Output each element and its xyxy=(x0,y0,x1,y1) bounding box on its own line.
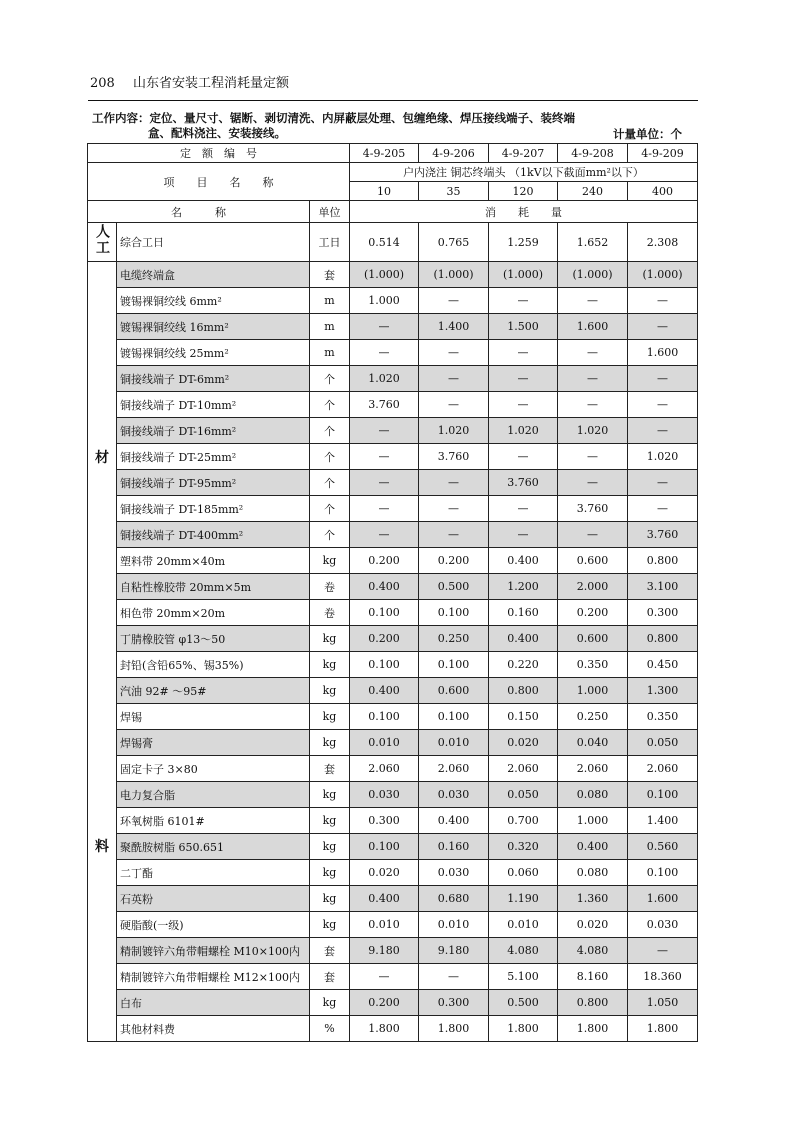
material-value: 0.150 xyxy=(489,704,558,730)
material-value: 1.800 xyxy=(558,1016,628,1042)
material-value: 0.080 xyxy=(558,782,628,808)
material-value: 0.350 xyxy=(558,652,628,678)
material-value: 2.060 xyxy=(489,756,558,782)
material-value: — xyxy=(489,340,558,366)
measurement-unit: 计量单位：个 xyxy=(613,127,682,141)
quota-number-label: 定 额 编 号 xyxy=(88,144,350,163)
labor-value: 1.259 xyxy=(489,223,558,262)
material-value: 1.600 xyxy=(628,340,698,366)
material-value: — xyxy=(419,496,489,522)
material-value: 1.000 xyxy=(558,678,628,704)
labor-row xyxy=(88,223,698,262)
labor-unit: 工日 xyxy=(310,223,350,262)
material-value: 3.760 xyxy=(350,392,419,418)
material-name: 电力复合脂 xyxy=(117,782,310,808)
material-value: 1.400 xyxy=(628,808,698,834)
labor-value: 0.514 xyxy=(350,223,419,262)
material-row xyxy=(88,938,698,964)
material-value: 0.300 xyxy=(628,600,698,626)
material-value: 1.500 xyxy=(489,314,558,340)
material-value: 1.000 xyxy=(558,808,628,834)
material-value: 2.000 xyxy=(558,574,628,600)
material-value: — xyxy=(350,496,419,522)
material-value: 0.200 xyxy=(558,600,628,626)
material-value: — xyxy=(558,340,628,366)
material-value: 0.100 xyxy=(350,704,419,730)
material-row xyxy=(88,496,698,522)
material-value: 0.200 xyxy=(350,990,419,1016)
material-unit: 卷 xyxy=(310,600,350,626)
material-value: 1.600 xyxy=(628,886,698,912)
material-value: 0.800 xyxy=(628,626,698,652)
material-row xyxy=(88,886,698,912)
material-value: 0.080 xyxy=(558,860,628,886)
material-name: 丁腈橡胶管 φ13～50 xyxy=(117,626,310,652)
group-title: 户内浇注 铜芯终端头 （1kV以下截面mm²以下） xyxy=(350,163,698,182)
item-name-label: 项 目 名 称 xyxy=(88,163,350,201)
material-row xyxy=(88,340,698,366)
material-value: 1.300 xyxy=(628,678,698,704)
material-value: 0.160 xyxy=(489,600,558,626)
page-header xyxy=(90,72,289,91)
material-value: — xyxy=(489,288,558,314)
material-unit: kg xyxy=(310,990,350,1016)
material-value: 0.060 xyxy=(489,860,558,886)
work-content-line2: 盒、配料浇注、安装接线。 xyxy=(148,126,286,140)
material-row xyxy=(88,288,698,314)
material-value: 0.020 xyxy=(558,912,628,938)
group-title-row xyxy=(88,163,698,182)
material-value: — xyxy=(419,470,489,496)
material-value: — xyxy=(628,418,698,444)
labor-name: 综合工日 xyxy=(117,223,310,262)
material-value: — xyxy=(350,340,419,366)
material-value: 0.500 xyxy=(419,574,489,600)
material-unit: 套 xyxy=(310,938,350,964)
material-value: 0.400 xyxy=(419,808,489,834)
material-value: — xyxy=(489,444,558,470)
material-value: — xyxy=(419,392,489,418)
material-value: 2.060 xyxy=(558,756,628,782)
material-row xyxy=(88,652,698,678)
material-row xyxy=(88,782,698,808)
material-value: 0.200 xyxy=(419,548,489,574)
material-row xyxy=(88,860,698,886)
material-value: — xyxy=(419,522,489,548)
material-value: 5.100 xyxy=(489,964,558,990)
material-value: 0.220 xyxy=(489,652,558,678)
material-value: 0.800 xyxy=(628,548,698,574)
material-unit: kg xyxy=(310,626,350,652)
work-content-line1: 工作内容：定位、量尺寸、锯断、剥切清洗、内屏蔽层处理、包缠绝缘、焊压接线端子、装终端 xyxy=(92,111,575,125)
material-value: 3.760 xyxy=(628,522,698,548)
material-value: 0.800 xyxy=(489,678,558,704)
material-value: — xyxy=(350,470,419,496)
material-value: 0.500 xyxy=(489,990,558,1016)
material-value: 0.020 xyxy=(350,860,419,886)
material-value: 0.200 xyxy=(350,626,419,652)
material-name: 聚酰胺树脂 650.651 xyxy=(117,834,310,860)
material-value: — xyxy=(350,964,419,990)
unit-column-header: 单位 xyxy=(310,201,350,223)
material-unit: kg xyxy=(310,548,350,574)
material-value: — xyxy=(489,522,558,548)
material-value: 0.400 xyxy=(558,834,628,860)
materials-category xyxy=(88,262,117,1042)
material-row xyxy=(88,262,698,288)
material-row xyxy=(88,730,698,756)
material-value: 0.010 xyxy=(350,730,419,756)
material-unit: 个 xyxy=(310,444,350,470)
material-row xyxy=(88,626,698,652)
material-value: 0.160 xyxy=(419,834,489,860)
material-value: 0.100 xyxy=(350,652,419,678)
material-value: — xyxy=(558,444,628,470)
material-name: 塑料带 20mm×40m xyxy=(117,548,310,574)
book-title: 山东省安装工程消耗量定额 xyxy=(132,76,289,91)
material-value: 4.080 xyxy=(489,938,558,964)
material-value: — xyxy=(628,314,698,340)
consumption-table xyxy=(87,143,698,1042)
materials-category-bottom: 料 xyxy=(95,839,109,856)
material-value: 0.100 xyxy=(628,860,698,886)
quota-number-row xyxy=(88,144,698,163)
size-value: 10 xyxy=(350,182,419,201)
material-value: 1.360 xyxy=(558,886,628,912)
material-value: — xyxy=(558,392,628,418)
material-unit: kg xyxy=(310,860,350,886)
material-row xyxy=(88,574,698,600)
material-value: 0.030 xyxy=(419,782,489,808)
material-value: 0.400 xyxy=(489,548,558,574)
material-value: — xyxy=(558,522,628,548)
quota-code: 4-9-207 xyxy=(489,144,558,163)
material-unit: kg xyxy=(310,730,350,756)
material-name: 二丁酯 xyxy=(117,860,310,886)
consumption-column-header: 消 耗 量 xyxy=(350,201,698,223)
material-unit: kg xyxy=(310,782,350,808)
material-value: — xyxy=(628,288,698,314)
material-value: — xyxy=(350,418,419,444)
page-number: 208 xyxy=(90,76,115,91)
material-value: (1.000) xyxy=(628,262,698,288)
material-row xyxy=(88,548,698,574)
material-name: 镀锡裸铜绞线 25mm² xyxy=(117,340,310,366)
material-value: 1.400 xyxy=(419,314,489,340)
material-value: 9.180 xyxy=(419,938,489,964)
material-value: 0.030 xyxy=(419,860,489,886)
material-name: 铜接线端子 DT-16mm² xyxy=(117,418,310,444)
material-value: — xyxy=(558,288,628,314)
material-unit: 个 xyxy=(310,418,350,444)
material-value: 3.760 xyxy=(558,496,628,522)
material-row xyxy=(88,522,698,548)
material-value: 0.100 xyxy=(628,782,698,808)
material-name: 铜接线端子 DT-95mm² xyxy=(117,470,310,496)
material-value: — xyxy=(628,496,698,522)
material-value: 0.050 xyxy=(628,730,698,756)
material-unit: m xyxy=(310,340,350,366)
material-value: 2.060 xyxy=(350,756,419,782)
material-value: — xyxy=(419,964,489,990)
material-name: 焊锡 xyxy=(117,704,310,730)
material-value: — xyxy=(628,470,698,496)
material-value: 8.160 xyxy=(558,964,628,990)
material-value: 0.030 xyxy=(350,782,419,808)
material-row xyxy=(88,314,698,340)
material-name: 汽油 92# ～95# xyxy=(117,678,310,704)
material-value: 9.180 xyxy=(350,938,419,964)
material-name: 环氧树脂 6101# xyxy=(117,808,310,834)
material-value: 0.300 xyxy=(419,990,489,1016)
material-value: 0.250 xyxy=(419,626,489,652)
header-rule xyxy=(88,100,698,101)
material-value: 3.760 xyxy=(419,444,489,470)
material-name: 焊锡膏 xyxy=(117,730,310,756)
material-value: 0.100 xyxy=(419,652,489,678)
material-unit: 个 xyxy=(310,470,350,496)
material-unit: m xyxy=(310,314,350,340)
materials-category-top: 材 xyxy=(95,449,109,466)
material-value: — xyxy=(419,288,489,314)
column-header-row xyxy=(88,201,698,223)
material-value: (1.000) xyxy=(350,262,419,288)
material-value: 0.600 xyxy=(558,548,628,574)
material-name: 铜接线端子 DT-185mm² xyxy=(117,496,310,522)
material-name: 铜接线端子 DT-400mm² xyxy=(117,522,310,548)
material-name: 精制镀锌六角带帽螺栓 M12×100内 xyxy=(117,964,310,990)
material-row xyxy=(88,366,698,392)
material-name: 铜接线端子 DT-25mm² xyxy=(117,444,310,470)
material-value: — xyxy=(628,392,698,418)
material-value: — xyxy=(350,444,419,470)
material-row xyxy=(88,990,698,1016)
material-value: 0.600 xyxy=(558,626,628,652)
material-value: 0.400 xyxy=(489,626,558,652)
material-value: 3.100 xyxy=(628,574,698,600)
material-unit: m xyxy=(310,288,350,314)
material-unit: kg xyxy=(310,808,350,834)
material-unit: 个 xyxy=(310,392,350,418)
material-value: — xyxy=(628,366,698,392)
material-value: 0.560 xyxy=(628,834,698,860)
material-unit: kg xyxy=(310,834,350,860)
quota-code: 4-9-208 xyxy=(558,144,628,163)
material-value: 1.800 xyxy=(350,1016,419,1042)
material-unit: kg xyxy=(310,652,350,678)
material-unit: 个 xyxy=(310,496,350,522)
material-name: 相色带 20mm×20m xyxy=(117,600,310,626)
material-row xyxy=(88,834,698,860)
material-value: 0.020 xyxy=(489,730,558,756)
labor-category: 人工 xyxy=(88,223,117,262)
material-value: 0.040 xyxy=(558,730,628,756)
material-value: 0.350 xyxy=(628,704,698,730)
material-value: 0.200 xyxy=(350,548,419,574)
material-unit: 套 xyxy=(310,756,350,782)
material-value: 1.800 xyxy=(419,1016,489,1042)
material-value: 2.060 xyxy=(419,756,489,782)
material-name: 电缆终端盒 xyxy=(117,262,310,288)
name-column-header: 名 称 xyxy=(88,201,310,223)
material-value: 0.300 xyxy=(350,808,419,834)
material-value: 0.010 xyxy=(419,730,489,756)
material-row xyxy=(88,912,698,938)
material-unit: kg xyxy=(310,886,350,912)
material-value: — xyxy=(350,314,419,340)
work-content xyxy=(92,111,692,141)
material-value: — xyxy=(489,496,558,522)
size-value: 240 xyxy=(558,182,628,201)
size-value: 400 xyxy=(628,182,698,201)
material-value: — xyxy=(419,366,489,392)
material-row xyxy=(88,1016,698,1042)
material-unit: 个 xyxy=(310,366,350,392)
material-value: — xyxy=(628,938,698,964)
material-row xyxy=(88,392,698,418)
material-value: 0.700 xyxy=(489,808,558,834)
material-value: 0.600 xyxy=(419,678,489,704)
material-unit: kg xyxy=(310,704,350,730)
material-value: 18.360 xyxy=(628,964,698,990)
material-value: 1.190 xyxy=(489,886,558,912)
quota-code: 4-9-206 xyxy=(419,144,489,163)
material-value: 1.020 xyxy=(489,418,558,444)
material-value: — xyxy=(558,366,628,392)
material-value: 1.020 xyxy=(628,444,698,470)
labor-value: 0.765 xyxy=(419,223,489,262)
material-value: 1.050 xyxy=(628,990,698,1016)
material-value: 1.020 xyxy=(419,418,489,444)
material-row xyxy=(88,600,698,626)
material-value: 0.010 xyxy=(350,912,419,938)
material-name: 硬脂酸(一级) xyxy=(117,912,310,938)
quota-code: 4-9-209 xyxy=(628,144,698,163)
material-value: 0.250 xyxy=(558,704,628,730)
material-value: — xyxy=(419,340,489,366)
material-row xyxy=(88,964,698,990)
material-row xyxy=(88,808,698,834)
material-unit: 卷 xyxy=(310,574,350,600)
material-value: 1.000 xyxy=(350,288,419,314)
material-value: 4.080 xyxy=(558,938,628,964)
material-value: 0.100 xyxy=(350,834,419,860)
material-value: 1.200 xyxy=(489,574,558,600)
material-row xyxy=(88,444,698,470)
material-name: 铜接线端子 DT-10mm² xyxy=(117,392,310,418)
material-value: 0.400 xyxy=(350,886,419,912)
size-value: 120 xyxy=(489,182,558,201)
labor-value: 2.308 xyxy=(628,223,698,262)
material-row xyxy=(88,470,698,496)
material-value: 0.400 xyxy=(350,574,419,600)
material-value: — xyxy=(489,366,558,392)
material-value: 0.050 xyxy=(489,782,558,808)
material-unit: % xyxy=(310,1016,350,1042)
material-value: — xyxy=(489,392,558,418)
material-unit: 套 xyxy=(310,964,350,990)
material-value: 0.680 xyxy=(419,886,489,912)
material-value: 2.060 xyxy=(628,756,698,782)
material-value: (1.000) xyxy=(419,262,489,288)
material-value: — xyxy=(350,522,419,548)
material-name: 封铅(含铅65%、锡35%) xyxy=(117,652,310,678)
material-name: 石英粉 xyxy=(117,886,310,912)
material-value: 1.020 xyxy=(350,366,419,392)
material-value: 0.100 xyxy=(419,704,489,730)
material-name: 白布 xyxy=(117,990,310,1016)
material-unit: kg xyxy=(310,678,350,704)
labor-value: 1.652 xyxy=(558,223,628,262)
material-row xyxy=(88,756,698,782)
quota-code: 4-9-205 xyxy=(350,144,419,163)
material-value: 0.030 xyxy=(628,912,698,938)
material-value: 0.010 xyxy=(419,912,489,938)
material-name: 镀锡裸铜绞线 6mm² xyxy=(117,288,310,314)
material-unit: 套 xyxy=(310,262,350,288)
material-name: 其他材料费 xyxy=(117,1016,310,1042)
material-name: 铜接线端子 DT-6mm² xyxy=(117,366,310,392)
material-value: 0.100 xyxy=(350,600,419,626)
material-row xyxy=(88,418,698,444)
size-value: 35 xyxy=(419,182,489,201)
material-unit: kg xyxy=(310,912,350,938)
material-name: 精制镀锌六角带帽螺栓 M10×100内 xyxy=(117,938,310,964)
material-value: 1.020 xyxy=(558,418,628,444)
material-row xyxy=(88,704,698,730)
material-value: — xyxy=(558,470,628,496)
material-name: 自粘性橡胶带 20mm×5m xyxy=(117,574,310,600)
material-value: 0.400 xyxy=(350,678,419,704)
material-name: 固定卡子 3×80 xyxy=(117,756,310,782)
material-value: 0.010 xyxy=(489,912,558,938)
material-value: (1.000) xyxy=(558,262,628,288)
material-value: 0.450 xyxy=(628,652,698,678)
material-value: 3.760 xyxy=(489,470,558,496)
material-value: 0.320 xyxy=(489,834,558,860)
material-row xyxy=(88,678,698,704)
material-value: 1.800 xyxy=(489,1016,558,1042)
material-value: 1.800 xyxy=(628,1016,698,1042)
material-value: 0.100 xyxy=(419,600,489,626)
material-value: 0.800 xyxy=(558,990,628,1016)
material-value: (1.000) xyxy=(489,262,558,288)
material-name: 镀锡裸铜绞线 16mm² xyxy=(117,314,310,340)
material-unit: 个 xyxy=(310,522,350,548)
material-value: 1.600 xyxy=(558,314,628,340)
